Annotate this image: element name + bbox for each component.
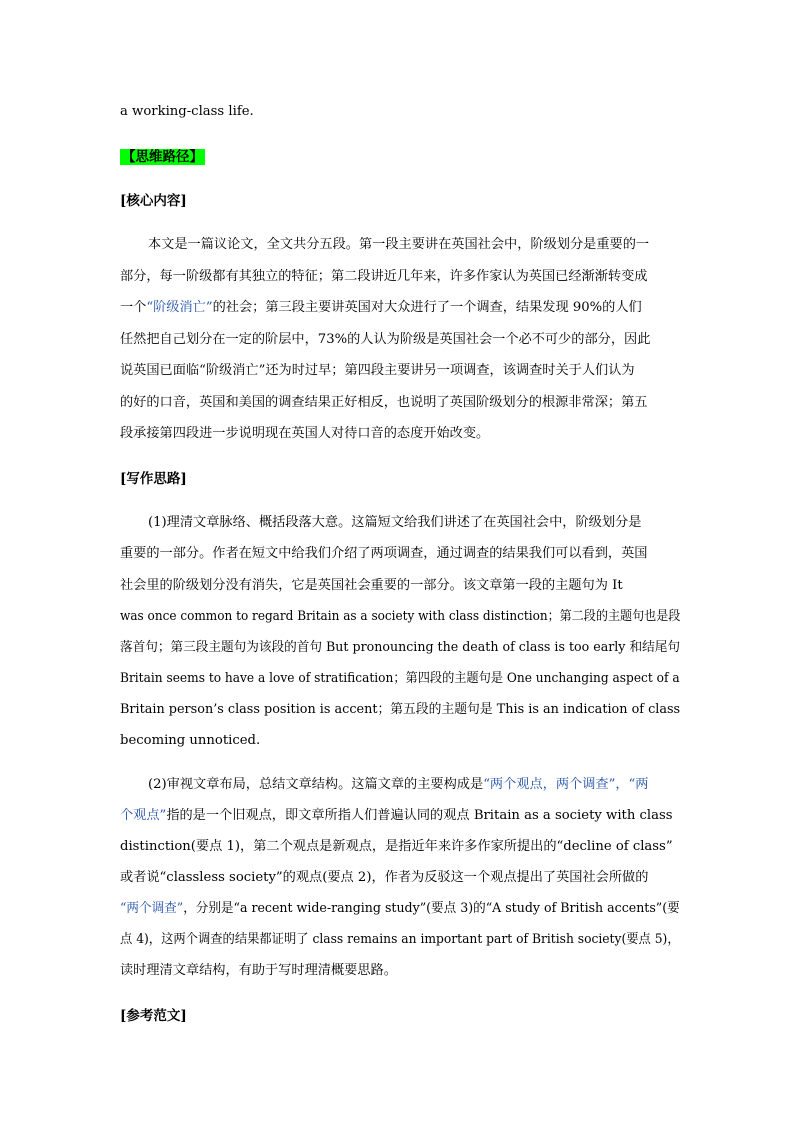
writing2-line-3: distinction(要点 1)，第二个观点是新观点，是指近年来许多作家所提出的“decline of class” — [120, 839, 673, 854]
writing2-line-5-b: ，分别是“a recent wide-ranging study”(要点 3)的“A study of British accents”(要 — [183, 901, 680, 916]
writing2-line-2 — [120, 806, 673, 826]
core-line-2: 部分，每一阶级都有其独立的特征；第二段讲近几年来，许多作家认为英国已经渐渐转变成 — [120, 269, 648, 284]
core-line-3 — [120, 298, 642, 318]
core-line-4: 任然把自己划分在一定的阶层中，73%的人认为阶级是英国社会一个必不可少的部分，因此 — [120, 332, 651, 347]
heading-writing-approach: [写作思路] — [120, 471, 187, 487]
writing2-line-5-highlight: “两个调查” — [120, 901, 184, 916]
core-line-3-highlight: “阶级消亡” — [146, 300, 213, 315]
core-line-7: 段承接第四段进一步说明现在英国人对待口音的态度开始改变。 — [120, 426, 490, 441]
writing2-line-7: 读时理清文章结构，有助于写时理清概要思路。 — [120, 963, 397, 978]
writing2-line-1 — [148, 775, 648, 795]
writing2-line-2-highlight: 个观点” — [120, 808, 167, 823]
core-line-1: 本文是一篇议论文，全文共分五段。第一段主要讲在英国社会中，阶级划分是重要的一 — [148, 237, 650, 252]
writing1-line-7: Britain person’s class position is accent；第五段的主题句是 This is an indication of class — [120, 702, 681, 717]
writing1-line-8: becoming unnoticed. — [120, 733, 261, 748]
writing2-line-1-highlight: “两个观点，两个调查”，“两 — [483, 777, 649, 792]
writing2-line-4: 或者说“classless society”的观点(要点 2)，作者为反驳这一个观点提出了英国社会所做的 — [120, 870, 649, 885]
writing1-line-1: (1)理清文章脉络、概括段落大意。这篇短文给我们讲述了在英国社会中，阶级划分是 — [148, 515, 642, 530]
writing1-line-5: 落首句；第三段主题句为该段的首句 But pronouncing the death of class is too early 和结尾句 — [120, 640, 680, 655]
heading-core-content: [核心内容] — [120, 193, 187, 209]
intro-tail-line: a working-class life. — [120, 104, 254, 119]
writing1-line-3: 社会里的阶级划分没有消失，它是英国社会重要的一部分。该文章第一段的主题句为 It — [120, 578, 623, 593]
writing1-line-6: Britain seems to have a love of stratification；第四段的主题句是 One unchanging aspect of a — [120, 671, 680, 686]
section-thinking-path-label: 【思维路径】 — [122, 149, 203, 165]
core-line-3-c: 的社会；第三段主要讲英国对大众进行了一个调查，结果发现 90%的人们 — [212, 300, 642, 315]
core-line-3-a: 一个 — [120, 300, 147, 315]
writing2-line-2-b: 指的是一个旧观点，即文章所指人们普遍认同的观点 Britain as a society with class — [166, 808, 673, 823]
core-line-6: 的好的口音，英国和美国的调查结果正好相反，也说明了英国阶级划分的根源非常深；第五 — [120, 395, 648, 410]
writing2-line-6: 点 4)，这两个调查的结果都证明了 class remains an important part of British society(要点 5)， — [120, 932, 680, 947]
core-line-5: 说英国已面临“阶级消亡”还为时过早；第四段主要讲另一项调查，该调查时关于人们认为 — [120, 363, 635, 378]
writing1-line-2: 重要的一部分。作者在短文中给我们介绍了两项调查，通过调查的结果我们可以看到，英国 — [120, 546, 648, 561]
writing2-line-1-a: (2)审视文章布局，总结文章结构。这篇文章的主要构成是 — [148, 777, 484, 792]
heading-reference-essay: [参考范文] — [120, 1008, 187, 1024]
section-thinking-path — [120, 147, 205, 167]
writing1-line-4: was once common to regard Britain as a society with class distinction；第二段的主题句也是段 — [120, 609, 681, 624]
writing2-line-5 — [120, 899, 680, 919]
